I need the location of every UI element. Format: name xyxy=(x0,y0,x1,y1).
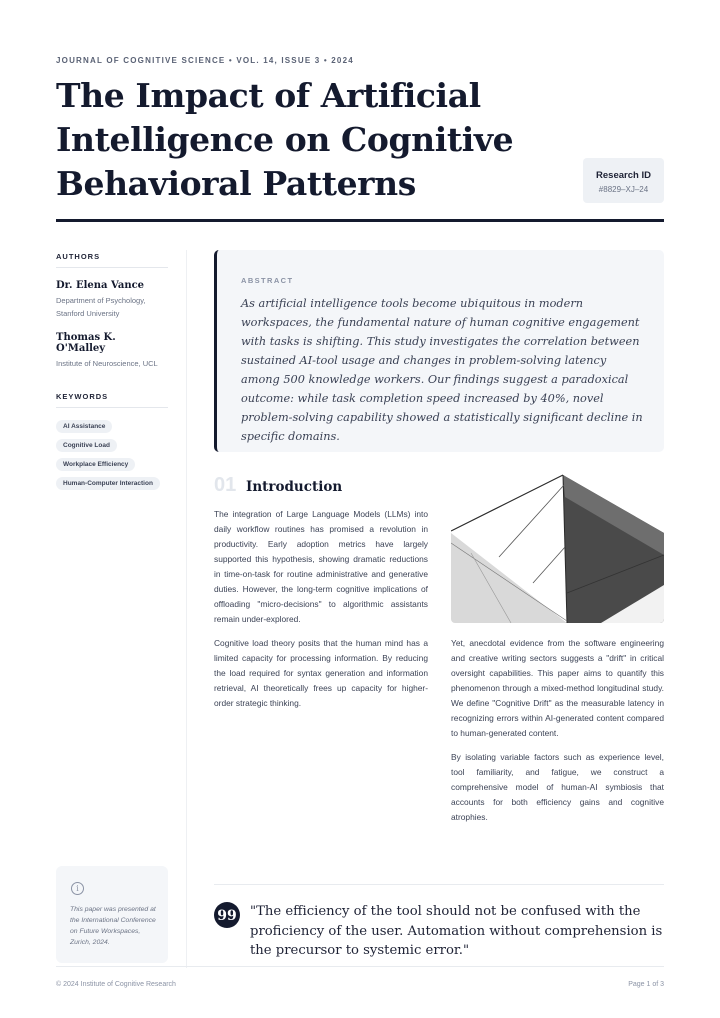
affiliation-line: Institute of Neuroscience, UCL xyxy=(56,359,158,368)
affiliation-line: Stanford University xyxy=(56,309,120,318)
footer-copyright: © 2024 Institute of Cognitive Research xyxy=(56,981,176,988)
title-line: Intelligence on Cognitive xyxy=(56,120,514,159)
abstract-text: As artificial intelligence tools become ubiquitous in modern workspaces, the fundamental nature of human cognitive engagement with tasks is shifting. This study investigates the correlation between sustained AI-tool usage and changes in problem-solving latency among 500 knowledge workers. Our findings suggest a paradoxical outcome: while task completion speed increased by 40%, novel problem-solving capability showed a statistically significant decline in specific domains. xyxy=(241,297,643,443)
research-id-label: Research ID xyxy=(596,170,651,181)
author-affiliation xyxy=(56,357,168,370)
keyword-tag[interactable]: AI Assistance xyxy=(56,420,112,433)
footer-rule xyxy=(56,966,664,967)
author-card xyxy=(56,280,168,320)
keyword-tag[interactable]: Human-Computer Interaction xyxy=(56,477,160,490)
intro-left-column xyxy=(214,507,428,711)
pull-quote: "The efficiency of the tool should not be confused with the proficiency of the user. Automation without comprehension is the precursor to systemic error." xyxy=(250,904,663,958)
quote-divider xyxy=(214,884,664,885)
title-line: Behavioral Patterns xyxy=(56,164,416,203)
author-name: Dr. Elena Vance xyxy=(56,280,145,291)
abstract-label: ABSTRACT xyxy=(241,276,294,285)
keyword-tag[interactable]: Workplace Efficiency xyxy=(56,458,135,471)
keyword-tag[interactable]: Cognitive Load xyxy=(56,439,117,452)
sidebar xyxy=(56,252,168,490)
intro-right-column xyxy=(451,636,664,825)
info-icon: i xyxy=(71,882,84,895)
research-id-card xyxy=(583,158,664,203)
journal-line: JOURNAL OF COGNITIVE SCIENCE • VOL. 14, ISSUE 3 • 2024 xyxy=(56,56,354,65)
title-line: The Impact of Artificial xyxy=(56,76,481,115)
author-card xyxy=(56,332,168,370)
keywords-heading: KEYWORDS xyxy=(56,392,168,408)
paragraph: The integration of Large Language Models (LLMs) into daily workflow routines has promised a revolution in productivity. Early adoption metrics have largely supported this hypothesis, showing dramatic reductions in time-on-task for routine administrative and generative duties. However, the long-term cognitive implications of offloading "micro-decisions" to algorithmic assistants remain under-explored. xyxy=(214,509,428,624)
paragraph: Cognitive load theory posits that the human mind has a limited capacity for processing information. By reducing the load required for syntax generation and information retrieval, AI theoretically frees up capacity for higher-order strategic thinking. xyxy=(214,638,428,708)
abstract-box xyxy=(214,250,664,452)
keyword-list xyxy=(56,414,168,490)
quote-icon: 99 xyxy=(214,902,240,928)
paragraph: By isolating variable factors such as experience level, tool familiarity, and fatigue, we construct a comprehensive model of human-AI symbiosis that accounts for both efficiency gains and cognitive atrophies. xyxy=(451,752,664,822)
architecture-photo xyxy=(451,473,664,623)
header-rule xyxy=(56,219,664,222)
footer-page-number: Page 1 of 3 xyxy=(628,981,664,988)
conference-note xyxy=(56,866,168,963)
affiliation-line: Department of Psychology, xyxy=(56,296,146,305)
authors-heading: AUTHORS xyxy=(56,252,168,268)
author-name: Thomas K. O'Malley xyxy=(56,332,116,354)
section-title: Introduction xyxy=(246,479,343,495)
author-affiliation xyxy=(56,294,168,320)
architecture-photo-graphic xyxy=(451,473,664,623)
section-number: 01 xyxy=(214,474,237,496)
page-title xyxy=(56,74,526,206)
research-id-value: #8829–XJ–24 xyxy=(598,185,649,194)
paragraph: Yet, anecdotal evidence from the software engineering and creative writing sectors suggests a "drift" in critical oversight capabilities. This paper aims to quantify this phenomenon through a mixed-method longitudinal study. We define "Cognitive Drift" as the measurable latency in recognizing errors within AI-generated content compared to human-generated content. xyxy=(451,638,664,738)
column-divider xyxy=(186,250,187,968)
conference-note-text: This paper was presented at the International Conference on Future Workspaces, Zurich, 2024. xyxy=(70,906,156,946)
